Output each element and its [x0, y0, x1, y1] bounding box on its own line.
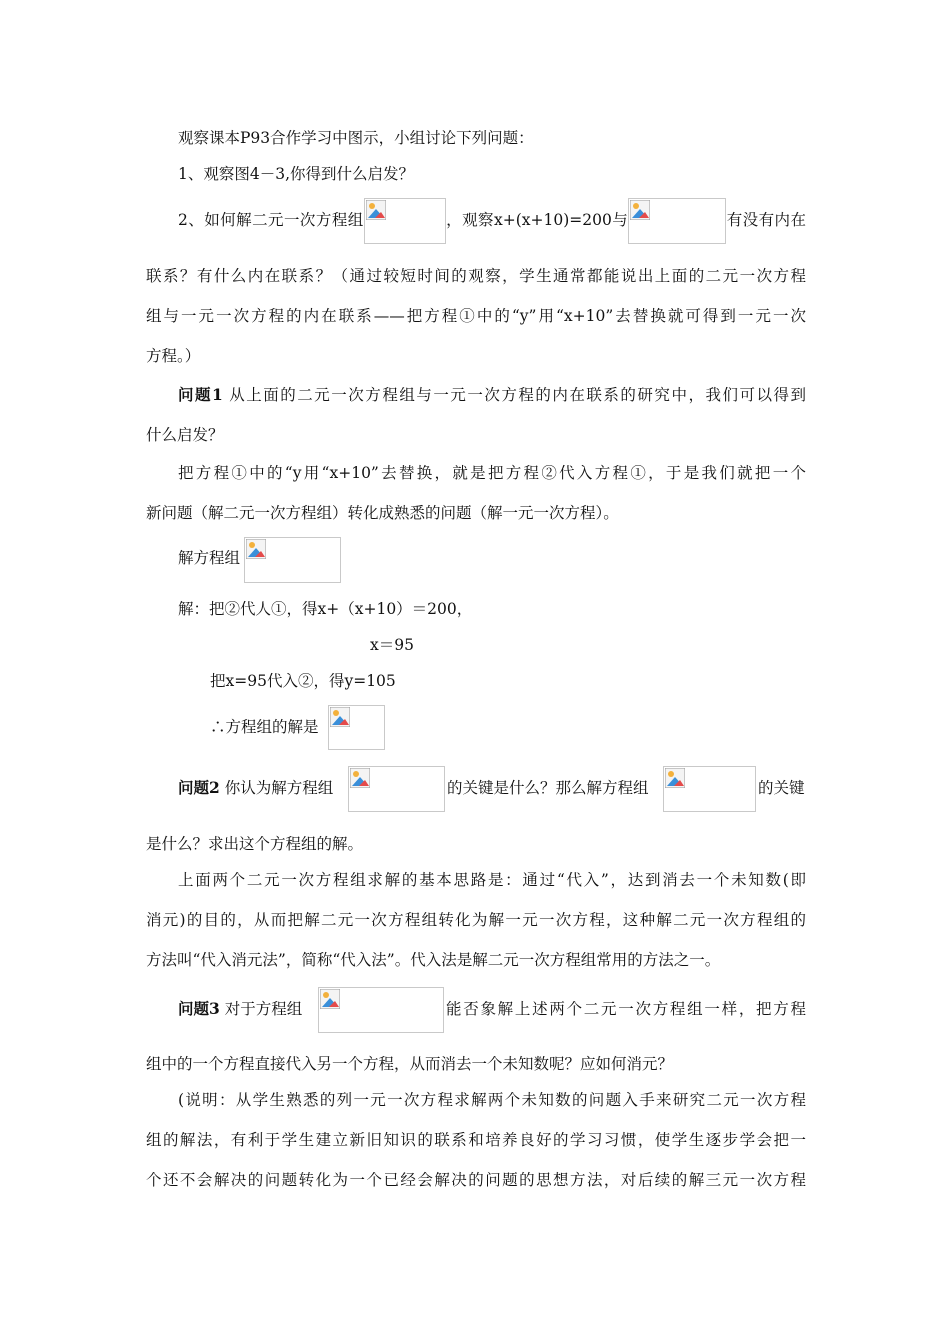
- paragraph-line: 个还不会解决的问题转化为一个已经会解决的问题的思想方法，对后续的解三元一次方程: [146, 1171, 806, 1189]
- broken-image-icon: [348, 766, 445, 812]
- question-text: 能否象解上述两个二元一次方程组一样，把方程: [446, 1000, 806, 1018]
- question-label: 问题3: [178, 999, 220, 1018]
- paragraph-line: 新问题（解二元一次方程组）转化成熟悉的问题（解一元一次方程）。: [146, 504, 619, 522]
- text-segment: 2、如何解二元一次方程组: [178, 211, 364, 229]
- paragraph-line: 组与一元一次方程的内在联系——把方程①中的“y”用“x+10”去替换就可得到一元一次: [146, 307, 806, 325]
- paragraph-line: 消元)的目的，从而把解二元一次方程组转化为解一元一次方程，这种解二元一次方程组的: [146, 911, 806, 929]
- question-2: [178, 776, 333, 800]
- paragraph-line: [178, 546, 240, 570]
- paragraph-line: 把方程①中的“y用“x+10”去替换，就是把方程②代入方程①，于是我们就把一个: [178, 464, 806, 482]
- broken-image-icon: [663, 766, 756, 812]
- broken-image-icon: [244, 537, 341, 583]
- paragraph-line: 是什么？求出这个方程组的解。: [146, 835, 364, 853]
- text-segment: 有没有内在: [726, 211, 806, 229]
- question-text: 的关键是什么？那么解方程组: [447, 779, 649, 797]
- paragraph-line: 组的解法，有利于学生建立新旧知识的联系和培养良好的学习习惯，使学生逐步学会把一: [146, 1131, 806, 1149]
- paragraph-line: (说明：从学生熟悉的列一元一次方程求解两个未知数的问题入手来研究二元一次方程: [178, 1091, 806, 1109]
- question-text: 对于方程组: [219, 1000, 303, 1018]
- paragraph-line: 上面两个二元一次方程组求解的基本思路是：通过“代入”，达到消去一个未知数(即: [178, 871, 806, 889]
- broken-image-icon: [628, 198, 726, 244]
- paragraph-line: x＝95: [370, 636, 414, 654]
- paragraph-line: 观察课本P93合作学习中图示，小组讨论下列问题：: [178, 129, 534, 147]
- paragraph-line: 把x=95代入②，得y=105: [210, 672, 396, 690]
- paragraph-line: [178, 208, 806, 233]
- paragraph-line: 组中的一个方程直接代入另一个方程，从而消去一个未知数呢？应如何消元？: [146, 1055, 674, 1073]
- paragraph-line: 解：把②代人①，得x+（x+10）＝200，: [178, 600, 473, 618]
- paragraph-line: 联系？有什么内在联系？（通过较短时间的观察，学生通常都能说出上面的二元一次方程: [146, 267, 806, 285]
- paragraph-line: 什么启发？: [146, 426, 224, 444]
- question-3: [178, 997, 302, 1021]
- broken-image-icon: [328, 705, 385, 750]
- paragraph-line: ∴方程组的解是: [210, 718, 319, 736]
- question-label: 问题1: [178, 385, 223, 404]
- question-text: 你认为解方程组: [219, 779, 334, 797]
- text-segment: 解方程组: [178, 549, 241, 567]
- paragraph-line: 方法叫“代入消元法”，简称“代入法”。代入法是解二元一次方程组常用的方法之一。: [146, 951, 721, 969]
- question-1: [178, 383, 806, 407]
- paragraph-line: 1、观察图4－3,你得到什么启发？: [178, 165, 415, 183]
- question-label: 问题2: [178, 778, 220, 797]
- text-segment: ，观察x+(x+10)=200与: [445, 211, 629, 229]
- question-text: 从上面的二元一次方程组与一元一次方程的内在联系的研究中，我们可以得到: [222, 386, 806, 404]
- broken-image-icon: [364, 198, 446, 244]
- question-text: 的关键: [758, 779, 805, 797]
- paragraph-line: 方程。）: [146, 347, 201, 365]
- broken-image-icon: [318, 987, 444, 1033]
